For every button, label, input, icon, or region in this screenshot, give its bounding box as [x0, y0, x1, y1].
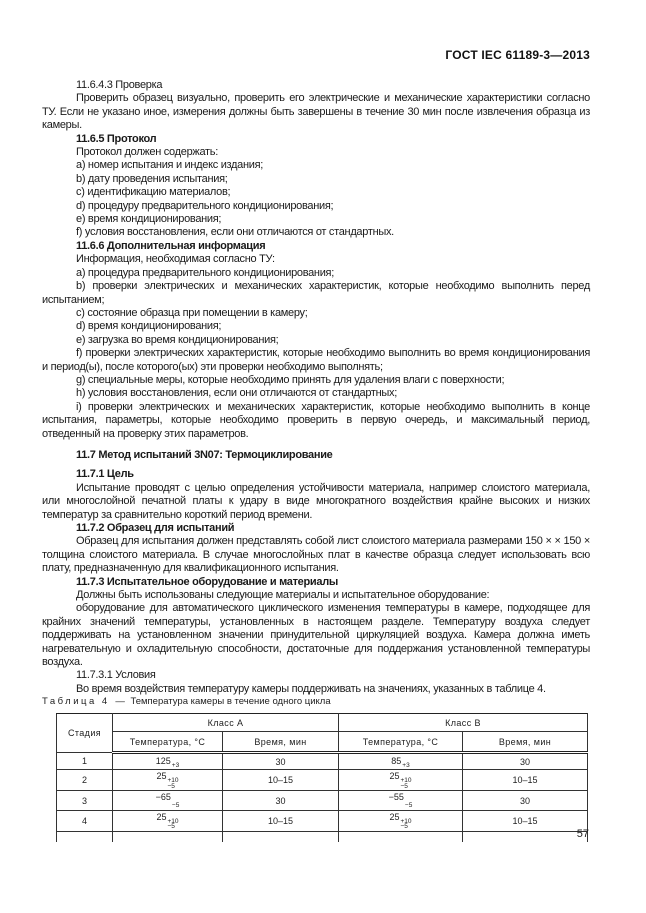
section-heading: 11.6.5 Протокол [76, 132, 157, 145]
tolerance: +3 [171, 761, 180, 769]
cell-stage: 2 [57, 770, 113, 791]
tolerance: +10 −5 [400, 777, 412, 790]
column-header-stage: Стадия [57, 714, 113, 753]
cell-time-b: 10–15 [463, 770, 588, 791]
document-header-standard-number: ГОСТ IEC 61189-3—2013 [445, 48, 590, 62]
tolerance: +10 −5 [400, 817, 412, 831]
list-item: b) проверки электрических и механических характеристик, которые необходимо выполнить перед испытанием; [42, 280, 590, 306]
list-item: d) время кондиционирования; [76, 320, 222, 333]
list-item: h) условия восстановления, если они отличаются от стандартных; [76, 387, 397, 400]
cell-time-a: 30 [223, 753, 339, 770]
cell-stage: 4 [57, 810, 113, 831]
table-caption-label: Таблица 4 [42, 696, 110, 708]
column-header-time: Время, мин [223, 732, 339, 753]
tolerance: +3 [402, 761, 410, 769]
paragraph: оборудование для автоматического циклического изменения температуры в камере, подходящее для крайних значений температуры, установленных в настоящем разделе. Температуру воздуха следует поддерживать на установленном значении принудительной циркуляцией воздуха. Камера должна иметь нагревательную и охладительную способности, достаточные для поддержания установленной температуры воздуха. [42, 602, 590, 669]
cell-temperature-b: 25 +10 −5 [339, 770, 463, 791]
cell-temperature-b: −55 −5 [339, 791, 463, 811]
cell-temperature-a: 25 +10 −5 [113, 770, 223, 791]
tolerance: −5 [171, 802, 180, 810]
column-header-time: Время, мин [463, 732, 588, 753]
paragraph: Должны быть использованы следующие материалы и испытательное оборудование: [76, 589, 490, 602]
list-item: d) процедуру предварительного кондиционирования; [76, 199, 334, 212]
table-caption [42, 696, 590, 708]
table-section [42, 696, 590, 842]
list-item: e) время кондиционирования; [76, 213, 222, 226]
table-row [57, 791, 588, 811]
cell-stage: 1 [57, 753, 113, 770]
section-heading: 11.6.6 Дополнительная информация [76, 239, 266, 252]
cell-temperature-a: 125 +3 [113, 753, 223, 770]
list-item: f) условия восстановления, если они отличаются от стандартных. [76, 226, 394, 239]
cell-temperature-b: 85 +3 [339, 753, 463, 770]
list-item: b) дату проведения испытания; [76, 172, 228, 185]
table-row [57, 810, 588, 831]
section-heading: 11.7.1 Цель [76, 468, 134, 481]
list-item: e) загрузка во время кондиционирования; [76, 333, 279, 346]
list-item: a) процедура предварительного кондиционирования; [76, 266, 334, 279]
column-header-class-a: Класс A [113, 714, 339, 732]
list-item: c) состояние образца при помещении в камеру; [76, 306, 308, 319]
paragraph: Протокол должен содержать: [76, 146, 218, 159]
column-header-class-b: Класс B [339, 714, 588, 732]
list-item: i) проверки электрических и механических характеристик, которые необходимо выполнить в конце испытания, параметры, которые необходимо проверить в первую очередь, и максимальный период, отведенный на проверку этих параметров. [42, 400, 590, 440]
clause-heading: 11.7.3.1 Условия [76, 669, 156, 682]
table-row [57, 753, 588, 770]
cell-stage: 3 [57, 791, 113, 811]
paragraph: Проверить образец визуально, проверить его электрические и механические характеристики согласно ТУ. Если не указано иное, измерения должны быть завершены в течение 30 мин после извлечения образца из камеры. [42, 92, 590, 132]
tolerance: +10 −5 [167, 777, 179, 790]
cell-time-b: 30 [463, 753, 588, 770]
table-caption-title: Температура камеры в течение одного цикла [130, 696, 331, 708]
document-body [42, 79, 590, 842]
cell-time-b: 10–15 [463, 810, 588, 831]
cell-time-a: 30 [223, 791, 339, 811]
cell-time-b: 30 [463, 791, 588, 811]
section-heading: 11.7 Метод испытаний 3N07: Термоциклирование [76, 448, 333, 461]
table-row [57, 770, 588, 791]
paragraph: Во время воздействия температуру камеры поддерживать на значениях, указанных в таблице 4. [76, 682, 546, 695]
column-header-temperature: Температура, °С [113, 732, 223, 753]
paragraph: Образец для испытания должен представлять собой лист слоистого материала размерами 150 × × 150 × толщина слоистого материала. В случае многослойных плат в качестве образца следует использовать всю плату, предназначенную для квалификационного испытания. [42, 535, 590, 575]
table-continuation-stub [57, 831, 588, 842]
cell-temperature-b: 25 +10 −5 [339, 810, 463, 831]
list-item: f) проверки электрических характеристик, которые необходимо выполнить во время кондиционирования и период(ы), после которого(ых) эти проверки необходимо выполнять; [42, 347, 590, 373]
column-header-temperature: Температура, °С [339, 732, 463, 753]
page-number: 57 [576, 828, 589, 840]
cell-time-a: 10–15 [223, 770, 339, 791]
section-heading: 11.7.3 Испытательное оборудование и материалы [76, 575, 338, 588]
list-item: c) идентификацию материалов; [76, 186, 231, 199]
tolerance: +10 −5 [167, 817, 179, 831]
cell-temperature-a: 25 +10 −5 [113, 810, 223, 831]
paragraph: Испытание проводят с целью определения устойчивости материала, например слоистого материала, или многослойной печатной платы к удару в виде многократного воздействия крайне высоких и низких температур за сравнительно короткий период времени. [42, 481, 590, 521]
table-caption-dash: — [115, 696, 125, 708]
data-table [56, 713, 588, 842]
cell-temperature-a: −65 −5 [113, 791, 223, 811]
tolerance: −5 [404, 802, 413, 810]
list-item: a) номер испытания и индекс издания; [76, 159, 264, 172]
list-item: g) специальные меры, которые необходимо принять для удаления влаги с поверхности; [76, 373, 505, 386]
section-heading: 11.7.2 Образец для испытаний [76, 522, 235, 534]
clause-heading: 11.6.4.3 Проверка [76, 79, 163, 91]
paragraph: Информация, необходимая согласно ТУ: [76, 253, 275, 266]
cell-time-a: 10–15 [223, 810, 339, 831]
